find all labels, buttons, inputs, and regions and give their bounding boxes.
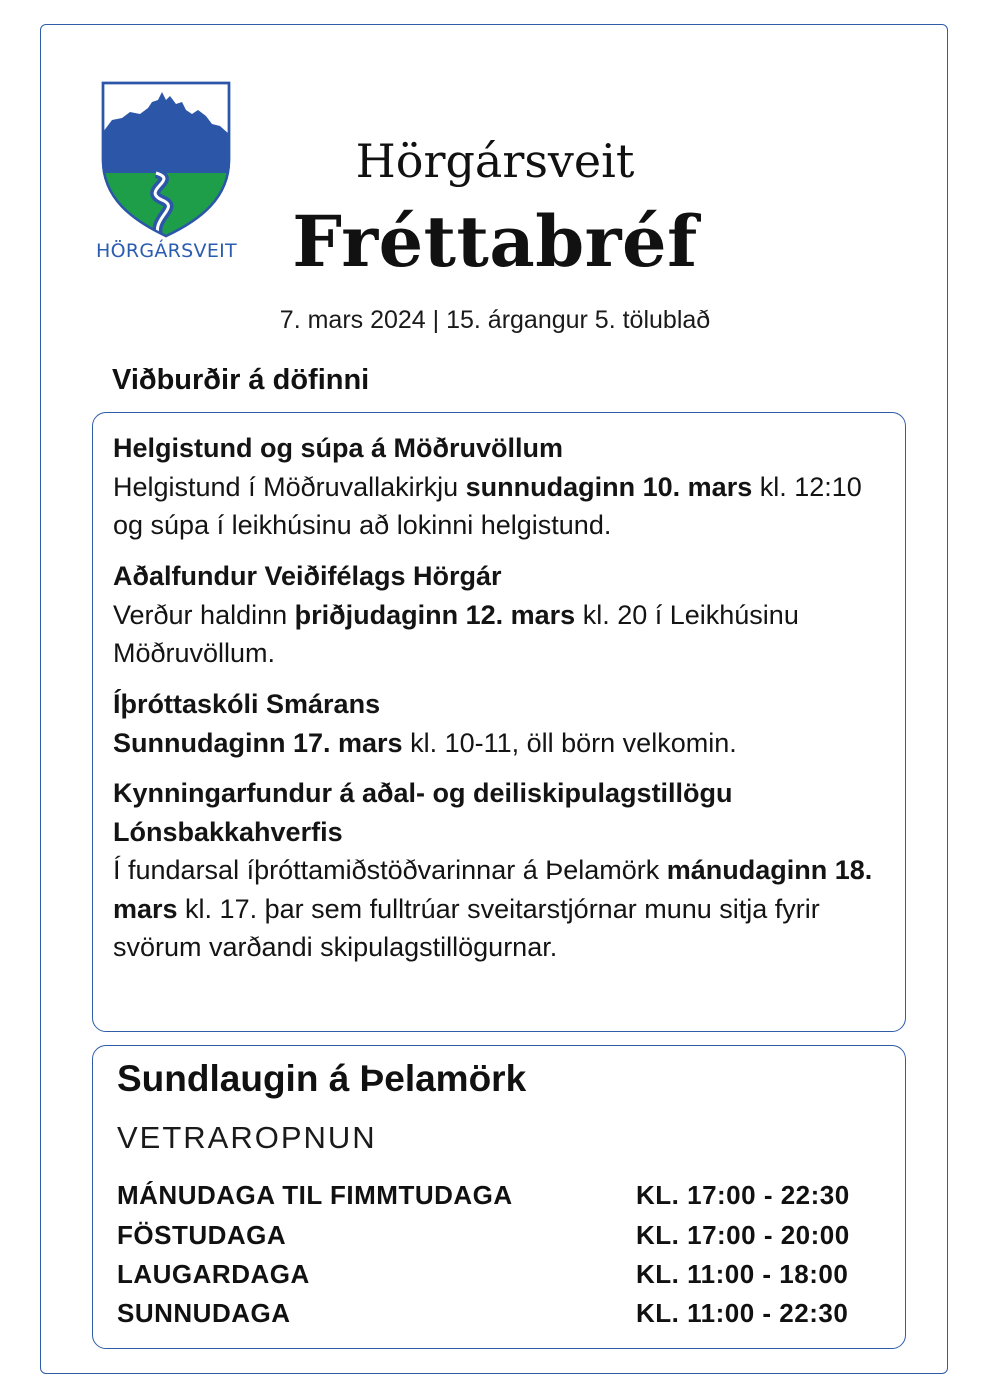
newsletter-title: Fréttabréf <box>292 200 698 283</box>
crest-label: HÖRGÁRSVEIT <box>96 240 237 262</box>
event-title: Íþróttaskóli Smárans <box>113 689 381 719</box>
event-text: kl. 12:10 og súpa í leikhúsinu að lokinni helgistund. <box>113 471 862 540</box>
event-text: kl. 17. þar sem fulltrúar sveitarstjórnar munu sitja fyrir svörum varðandi skipulagstillögurnar. <box>113 893 820 962</box>
hours-row <box>117 1180 887 1220</box>
pool-hours-box <box>92 1045 906 1349</box>
event-date: sunnudaginn 10. mars <box>465 471 753 502</box>
event-item <box>113 429 883 545</box>
event-title: Helgistund og súpa á Möðruvöllum <box>113 433 564 463</box>
event-title: Aðalfundur Veiðifélags Hörgár <box>113 561 502 591</box>
event-title: Kynningarfundur á aðal- og deiliskipulagstillögu Lónsbakkahverfis <box>113 778 733 847</box>
events-heading: Viðburðir á döfinni <box>112 364 370 396</box>
newsletter-publisher: Hörgársveit <box>355 134 635 188</box>
pool-season: VETRAROPNUN <box>117 1120 377 1155</box>
hours-day: SUNNUDAGA <box>117 1298 291 1328</box>
hours-time: KL. 11:00 - 22:30 <box>636 1298 849 1328</box>
issue-date-line: 7. mars 2024 | 15. árgangur 5. tölublað <box>279 306 711 334</box>
event-date: þriðjudaginn 12. mars <box>294 599 576 630</box>
event-body <box>113 724 883 763</box>
hours-row <box>117 1259 887 1299</box>
event-body <box>113 596 883 673</box>
hours-time: KL. 11:00 - 18:00 <box>636 1259 849 1289</box>
hours-day: MÁNUDAGA TIL FIMMTUDAGA <box>117 1180 513 1210</box>
event-text: kl. 10-11, öll börn velkomin. <box>402 727 737 758</box>
event-body <box>113 851 883 967</box>
pool-title: Sundlaugin á Þelamörk <box>117 1058 527 1099</box>
event-item <box>113 557 883 673</box>
event-body <box>113 468 883 545</box>
event-item <box>113 685 883 762</box>
events-box <box>92 412 906 1032</box>
event-text: kl. 20 í Leikhúsinu Möðruvöllum. <box>113 599 799 668</box>
event-date: Sunnudaginn 17. mars <box>113 727 403 758</box>
hours-day: LAUGARDAGA <box>117 1259 310 1289</box>
event-text: Helgistund í Möðruvallakirkju <box>113 471 466 502</box>
hours-time: KL. 17:00 - 20:00 <box>636 1220 850 1250</box>
event-text: Verður haldinn <box>113 599 295 630</box>
event-text: Í fundarsal íþróttamiðstöðvarinnar á Þelamörk <box>113 855 667 885</box>
event-date: mánudaginn 18. mars <box>113 855 873 924</box>
hours-day: FÖSTUDAGA <box>117 1220 287 1250</box>
hours-row <box>117 1220 887 1260</box>
crest-logo <box>96 80 236 270</box>
hörgársveit-crest-icon <box>100 80 232 240</box>
hours-time: KL. 17:00 - 22:30 <box>636 1180 850 1210</box>
hours-row <box>117 1298 887 1338</box>
event-item <box>113 774 883 967</box>
